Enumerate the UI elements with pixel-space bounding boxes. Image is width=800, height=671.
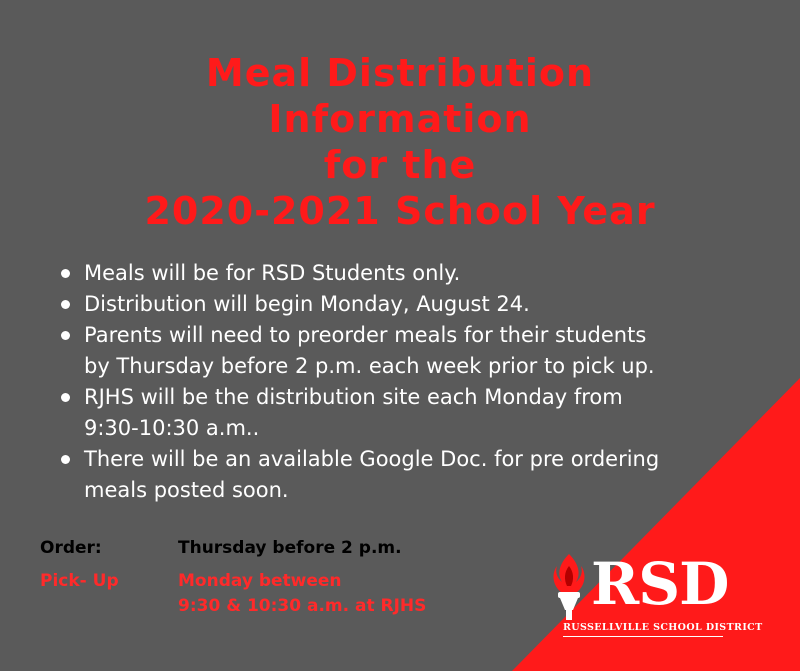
list-item <box>58 258 738 289</box>
list-item <box>58 444 738 506</box>
order-value-line: Thursday before 2 p.m. <box>178 538 402 558</box>
list-item <box>58 320 738 382</box>
pickup-value <box>178 569 500 619</box>
pickup-value-line: 9:30 & 10:30 a.m. at RJHS <box>178 596 427 616</box>
list-item-line: RJHS will be the distribution site each Monday from <box>84 385 623 409</box>
list-item-line: 9:30-10:30 a.m.. <box>84 416 260 440</box>
logo-wordmark: RSD <box>591 550 729 618</box>
order-label: Order: <box>40 538 102 558</box>
list-item-line: Parents will need to preorder meals for their students <box>84 323 647 347</box>
title-line: Information <box>268 97 532 141</box>
list-item-line: Distribution will begin Monday, August 24. <box>84 292 530 316</box>
list-item-line: by Thursday before 2 p.m. each week prior to pick up. <box>84 354 655 378</box>
page-title <box>60 50 740 234</box>
pickup-label: Pick- Up <box>40 571 119 591</box>
logo-subtitle: RUSSELLVILLE SCHOOL DISTRICT <box>563 622 723 637</box>
info-bullet-list <box>58 258 738 506</box>
pickup-value-line: Monday between <box>178 571 342 591</box>
title-line: 2020-2021 School Year <box>144 189 656 233</box>
list-item-line: meals posted soon. <box>84 478 289 502</box>
rsd-logo <box>545 550 763 650</box>
order-value <box>178 536 500 561</box>
list-item-line: Meals will be for RSD Students only. <box>84 261 461 285</box>
title-line: for the <box>323 143 477 187</box>
schedule-row-pickup <box>40 569 500 619</box>
list-item <box>58 289 738 320</box>
list-item <box>58 382 738 444</box>
title-line: Meal Distribution <box>205 51 595 95</box>
list-item-line: There will be an available Google Doc. for pre ordering <box>84 447 660 471</box>
schedule <box>40 536 500 627</box>
schedule-row-order <box>40 536 500 561</box>
